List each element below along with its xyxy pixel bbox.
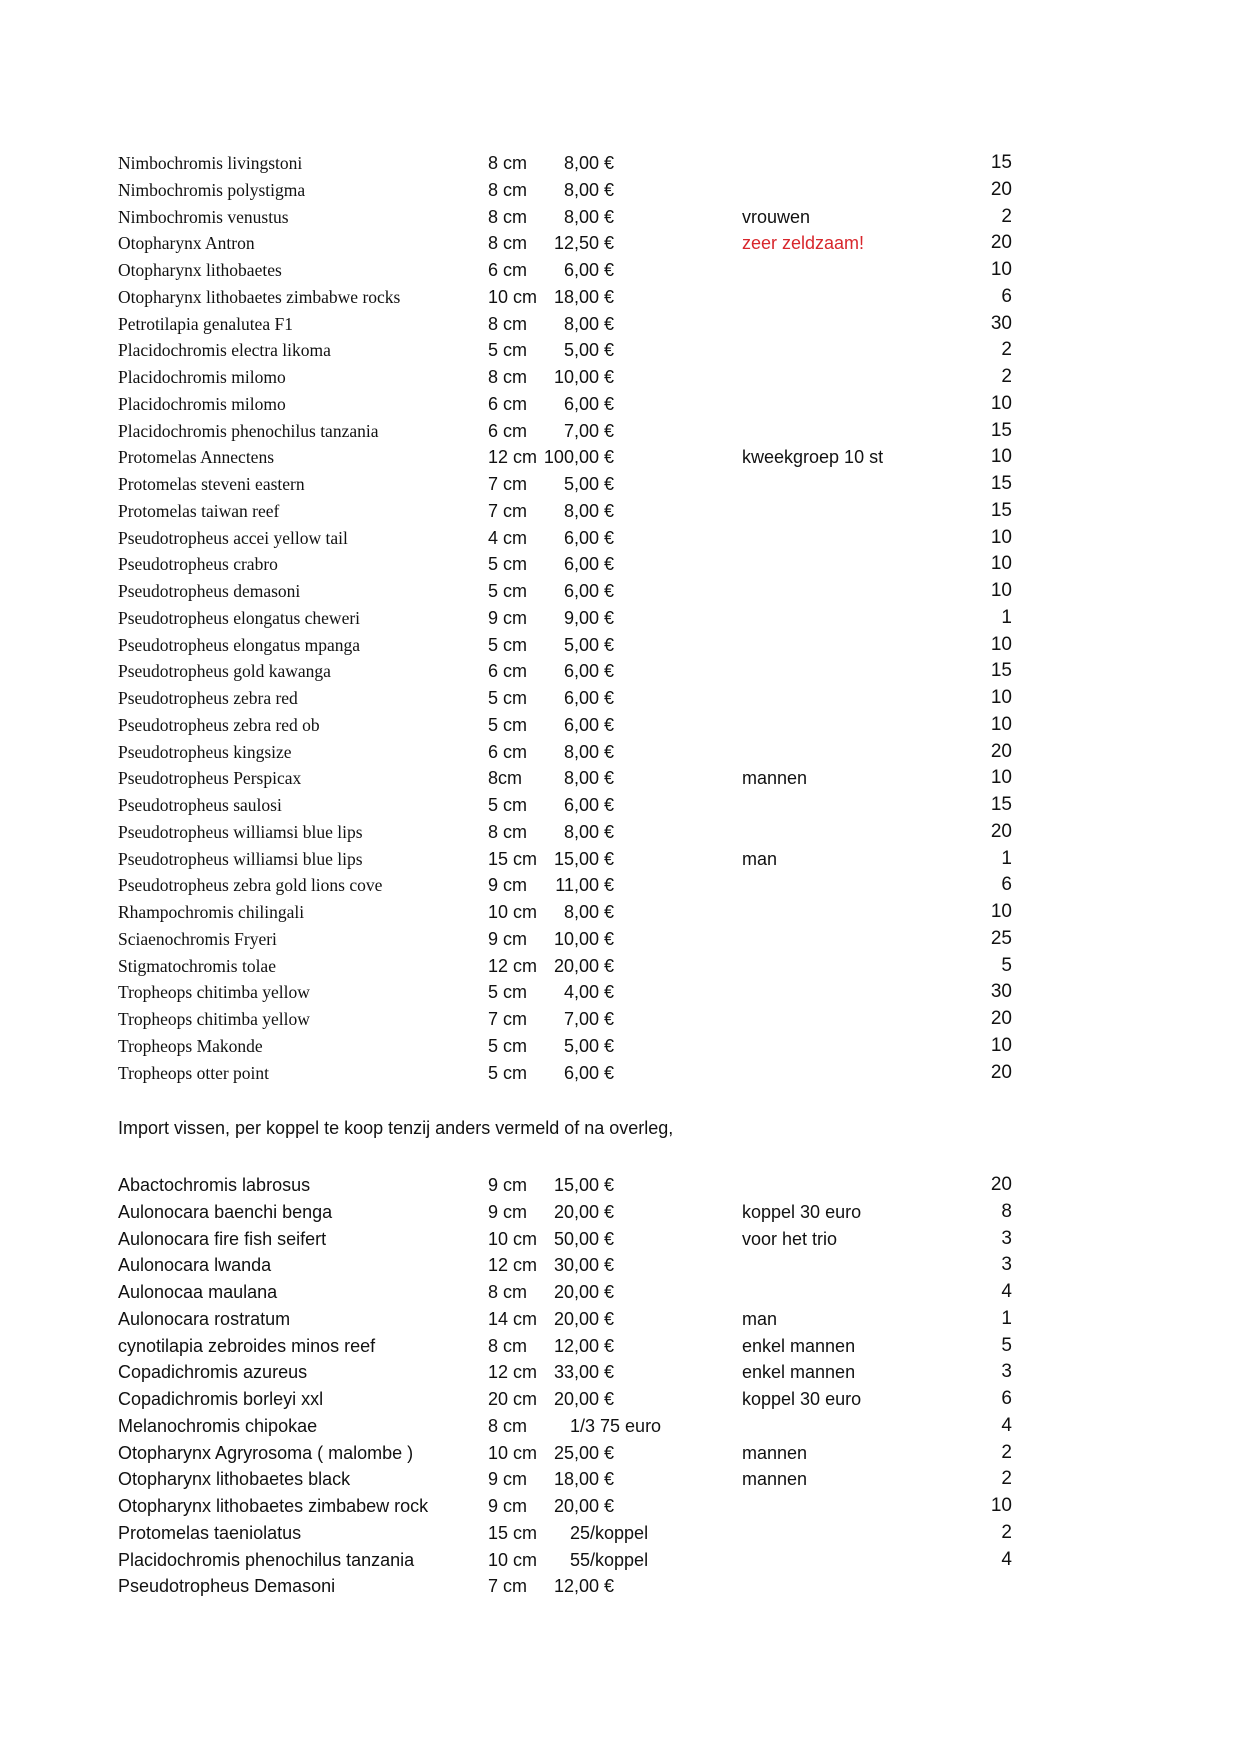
fish-size: 8 cm	[488, 367, 528, 387]
fish-size: 10 cm	[488, 902, 538, 922]
species-name: Rhampochromis chilingali	[118, 902, 305, 922]
species-name: Pseudotropheus elongatus mpanga	[118, 634, 361, 655]
fish-row	[118, 1520, 1018, 1547]
remark: koppel 30 euro	[742, 1201, 862, 1222]
remark: mannen	[742, 768, 808, 789]
fish-size: 7 cm	[488, 500, 528, 521]
species-name: Pseudotropheus crabro	[118, 554, 278, 575]
fish-size: 8 cm	[488, 1282, 528, 1302]
remark: man	[742, 848, 778, 869]
fish-size: 8 cm	[488, 821, 528, 842]
species-name: Pseudotropheus elongatus cheweri	[118, 607, 361, 628]
price: 20,00 €	[553, 1201, 614, 1222]
species-name: Otopharynx lithobaetes zimbabew rock	[118, 1496, 429, 1516]
species-name: cynotilapia zebroides minos reef	[118, 1335, 376, 1356]
price: 6,00 €	[563, 393, 614, 414]
fish-size: 9 cm	[488, 928, 528, 949]
remark: koppel 30 euro	[742, 1389, 862, 1409]
quantity: 20	[990, 740, 1012, 762]
fish-row	[118, 1252, 1018, 1279]
fish-size: 8 cm	[488, 206, 528, 227]
fish-row	[118, 1199, 1018, 1226]
fish-row	[118, 1279, 1018, 1306]
quantity: 5	[1001, 1334, 1012, 1356]
species-name: Pseudotropheus accei yellow tail	[118, 527, 348, 548]
quantity: 20	[990, 1061, 1012, 1083]
fish-size: 8 cm	[488, 313, 528, 334]
species-name: Nimbochromis venustus	[118, 206, 289, 227]
species-name: Pseudotropheus williamsi blue lips	[118, 821, 363, 842]
fish-row	[118, 1386, 1018, 1413]
quantity: 3	[1001, 1254, 1012, 1276]
fish-row	[118, 1413, 1018, 1440]
price: 6,00 €	[563, 581, 614, 601]
price: 6,00 €	[563, 795, 614, 815]
fish-row	[118, 364, 1018, 391]
price: 9,00 €	[563, 607, 614, 628]
species-name: Tropheops otter point	[118, 1062, 270, 1083]
species-name: Abactochromis labrosus	[118, 1175, 311, 1195]
price: 20,00 €	[553, 1308, 614, 1329]
price: 15,00 €	[553, 1175, 614, 1195]
fish-row	[118, 1060, 1018, 1087]
fish-row	[118, 979, 1018, 1006]
price: 12,00 €	[553, 1335, 614, 1356]
quantity: 30	[990, 981, 1012, 1003]
price: 20,00 €	[553, 1282, 614, 1302]
price: 8,00 €	[563, 500, 614, 521]
fish-row	[118, 926, 1018, 953]
species-name: Aulonocaa maulana	[118, 1282, 278, 1302]
quantity: 15	[990, 419, 1012, 441]
remark: zeer zeldzaam!	[742, 233, 865, 254]
quantity: 2	[1001, 339, 1012, 361]
fish-row	[118, 1573, 1018, 1600]
fish-row	[118, 311, 1018, 338]
species-name: Pseudotropheus zebra red	[118, 688, 298, 708]
quantity: 10	[990, 687, 1012, 708]
quantity: 10	[990, 580, 1012, 601]
fish-row	[118, 765, 1018, 792]
remark: mannen	[742, 1442, 808, 1463]
fish-size: 8 cm	[488, 1335, 528, 1356]
quantity: 20	[990, 178, 1012, 200]
quantity: 1	[1001, 847, 1012, 869]
species-name: Pseudotropheus zebra red ob	[118, 714, 320, 735]
quantity: 20	[990, 1008, 1012, 1029]
quantity: 10	[990, 446, 1012, 468]
quantity: 10	[990, 901, 1012, 922]
quantity: 25	[990, 927, 1012, 949]
quantity: 10	[990, 259, 1012, 280]
price-text: 1/3 75 euro	[570, 1415, 662, 1436]
species-name: Protomelas taeniolatus	[118, 1522, 302, 1543]
species-name: Stigmatochromis tolae	[118, 955, 276, 976]
fish-size: 6 cm	[488, 661, 528, 682]
fish-size: 7 cm	[488, 1576, 528, 1597]
fish-size: 5 cm	[488, 982, 528, 1003]
fish-row	[118, 1033, 1018, 1060]
fish-size: 6 cm	[488, 420, 528, 441]
fish-size: 9 cm	[488, 1175, 528, 1195]
fish-size: 15 cm	[488, 848, 538, 869]
fish-row	[118, 658, 1018, 685]
species-name: Otopharynx lithobaetes	[118, 260, 282, 280]
species-name: Aulonocara lwanda	[118, 1255, 272, 1276]
species-name: Pseudotropheus kingsize	[118, 741, 292, 762]
fish-size: 8 cm	[488, 233, 528, 254]
quantity: 8	[1001, 1200, 1012, 1222]
price: 6,00 €	[563, 688, 614, 708]
fish-row	[118, 792, 1018, 819]
quantity: 10	[990, 767, 1012, 789]
species-name: Placidochromis milomo	[118, 393, 286, 414]
price: 5,00 €	[563, 340, 614, 361]
species-name: Nimbochromis livingstoni	[118, 153, 303, 173]
fish-row	[118, 846, 1018, 873]
species-name: Petrotilapia genalutea F1	[118, 313, 293, 334]
fish-size: 12 cm	[488, 1255, 538, 1276]
fish-row	[118, 1466, 1018, 1493]
price: 20,00 €	[553, 1389, 614, 1409]
species-name: Otopharynx lithobaetes black	[118, 1469, 351, 1490]
fish-size: 14 cm	[488, 1308, 538, 1329]
fish-row	[118, 1172, 1018, 1199]
price: 7,00 €	[563, 1009, 614, 1029]
species-name: Protomelas steveni eastern	[118, 474, 305, 494]
fish-size: 5 cm	[488, 1035, 528, 1056]
fish-row	[118, 284, 1018, 311]
fish-row	[118, 337, 1018, 364]
fish-row	[118, 444, 1018, 471]
species-name: Pseudotropheus zebra gold lions cove	[118, 875, 383, 896]
price: 20,00 €	[553, 955, 614, 976]
import-note: Import vissen, per koppel te koop tenzij anders vermeld of na overleg,	[118, 1118, 674, 1138]
quantity: 20	[990, 232, 1012, 254]
fish-row	[118, 257, 1018, 284]
fish-size: 7 cm	[488, 474, 528, 494]
fish-size: 5 cm	[488, 581, 528, 601]
species-name: Aulonocara baenchi benga	[118, 1201, 333, 1222]
fish-list-section-1	[118, 150, 1018, 1086]
price: 5,00 €	[563, 1035, 614, 1056]
price: 20,00 €	[553, 1496, 614, 1516]
fish-size: 6 cm	[488, 741, 528, 762]
fish-row	[118, 204, 1018, 231]
price: 7,00 €	[563, 420, 614, 441]
fish-row	[118, 1493, 1018, 1520]
species-name: Placidochromis electra likoma	[118, 340, 331, 361]
quantity: 6	[1001, 874, 1012, 896]
quantity: 10	[990, 553, 1012, 575]
species-name: Pseudotropheus demasoni	[118, 581, 301, 601]
species-name: Tropheops chitimba yellow	[118, 1009, 310, 1029]
price: 8,00 €	[563, 821, 614, 842]
quantity: 2	[1001, 1441, 1012, 1463]
price: 8,00 €	[563, 313, 614, 334]
species-name: Protomelas Annectens	[118, 447, 275, 468]
quantity: 5	[1001, 954, 1012, 976]
species-name: Copadichromis borleyi xxl	[118, 1389, 324, 1409]
fish-size: 9 cm	[488, 607, 528, 628]
quantity: 10	[990, 1495, 1012, 1516]
price: 8,00 €	[563, 179, 614, 200]
fish-size: 6 cm	[488, 393, 528, 414]
fish-size: 12 cm	[488, 1362, 538, 1383]
fish-size: 10 cm	[488, 1549, 538, 1570]
quantity: 15	[990, 660, 1012, 682]
price: 11,00 €	[555, 875, 614, 896]
fish-row	[118, 739, 1018, 766]
fish-row	[118, 819, 1018, 846]
species-name: Otopharynx lithobaetes zimbabwe rocks	[118, 286, 401, 307]
quantity: 1	[1001, 606, 1012, 628]
species-name: Pseudotropheus Perspicax	[118, 768, 302, 789]
fish-size: 5 cm	[488, 714, 528, 735]
price: 25,00 €	[553, 1442, 614, 1463]
species-name: Protomelas taiwan reef	[118, 500, 280, 521]
quantity: 15	[990, 473, 1012, 494]
fish-size: 20 cm	[488, 1389, 538, 1409]
remark: man	[742, 1308, 778, 1329]
quantity: 4	[1001, 1548, 1012, 1570]
quantity: 10	[990, 713, 1012, 735]
fish-size: 8 cm	[488, 1415, 528, 1436]
quantity: 15	[990, 152, 1012, 173]
fish-size: 5 cm	[488, 795, 528, 815]
fish-size: 6 cm	[488, 260, 528, 280]
fish-size: 5 cm	[488, 688, 528, 708]
price: 10,00 €	[553, 928, 614, 949]
species-name: Placidochromis phenochilus tanzania	[118, 420, 379, 441]
fish-size: 9 cm	[488, 1469, 528, 1490]
fish-row	[118, 498, 1018, 525]
price: 8,00 €	[563, 741, 614, 762]
fish-row	[118, 1440, 1018, 1467]
fish-size: 5 cm	[488, 340, 528, 361]
fish-list-section-2	[118, 1172, 1018, 1600]
price: 6,00 €	[563, 714, 614, 735]
fish-size: 15 cm	[488, 1522, 538, 1543]
fish-row	[118, 551, 1018, 578]
fish-size: 8 cm	[488, 153, 528, 173]
quantity: 2	[1001, 205, 1012, 227]
quantity: 10	[990, 1034, 1012, 1056]
quantity: 3	[1001, 1227, 1012, 1249]
fish-size: 7 cm	[488, 1009, 528, 1029]
fish-size: 5 cm	[488, 1062, 528, 1083]
price: 18,00 €	[553, 286, 614, 307]
fish-row	[118, 471, 1018, 498]
fish-row	[118, 953, 1018, 980]
species-name: Aulonocara rostratum	[118, 1308, 291, 1329]
fish-row	[118, 578, 1018, 605]
fish-size: 8 cm	[488, 179, 528, 200]
quantity: 20	[990, 820, 1012, 842]
price: 18,00 €	[553, 1469, 614, 1490]
quantity: 3	[1001, 1361, 1012, 1383]
remark: enkel mannen	[742, 1335, 856, 1356]
fish-size: 12 cm	[488, 955, 538, 976]
remark: voor het trio	[742, 1228, 838, 1249]
price: 100,00 €	[543, 447, 614, 468]
quantity: 6	[1001, 285, 1012, 307]
fish-row	[118, 632, 1018, 659]
price: 6,00 €	[563, 661, 614, 682]
quantity: 10	[990, 633, 1012, 655]
fish-row	[118, 1306, 1018, 1333]
remark: mannen	[742, 1469, 808, 1490]
fish-row	[118, 872, 1018, 899]
species-name: Pseudotropheus williamsi blue lips	[118, 848, 363, 869]
price: 5,00 €	[563, 634, 614, 655]
price: 4,00 €	[563, 982, 614, 1003]
species-name: Tropheops chitimba yellow	[118, 982, 310, 1003]
quantity: 15	[990, 499, 1012, 521]
fish-size: 8cm	[488, 768, 523, 789]
price-text: 25/koppel	[570, 1522, 649, 1543]
price: 30,00 €	[553, 1255, 614, 1276]
fish-row	[118, 177, 1018, 204]
species-name: Placidochromis milomo	[118, 367, 286, 387]
species-name: Sciaenochromis Fryeri	[118, 928, 277, 949]
price: 6,00 €	[563, 527, 614, 548]
fish-row	[118, 685, 1018, 712]
price: 5,00 €	[563, 474, 614, 494]
fish-row	[118, 1359, 1018, 1386]
quantity: 4	[1001, 1281, 1012, 1302]
price: 8,00 €	[563, 206, 614, 227]
quantity: 20	[990, 1174, 1012, 1195]
fish-row	[118, 1333, 1018, 1360]
fish-row	[118, 391, 1018, 418]
price: 6,00 €	[563, 1062, 614, 1083]
fish-size: 4 cm	[488, 527, 528, 548]
price: 12,00 €	[553, 1576, 614, 1597]
price: 6,00 €	[563, 554, 614, 575]
fish-size: 10 cm	[488, 286, 538, 307]
remark: kweekgroep 10 st	[742, 447, 884, 468]
fish-row	[118, 605, 1018, 632]
price: 8,00 €	[563, 153, 614, 173]
fish-row	[118, 899, 1018, 926]
quantity: 2	[1001, 366, 1012, 387]
species-name: Pseudotropheus saulosi	[118, 795, 282, 815]
fish-row	[118, 418, 1018, 445]
fish-row	[118, 1547, 1018, 1574]
quantity: 6	[1001, 1388, 1012, 1409]
remark: enkel mannen	[742, 1362, 856, 1383]
price: 50,00 €	[553, 1228, 614, 1249]
fish-size: 5 cm	[488, 554, 528, 575]
fish-size: 10 cm	[488, 1228, 538, 1249]
species-name: Melanochromis chipokae	[118, 1415, 318, 1436]
species-name: Placidochromis phenochilus tanzania	[118, 1549, 415, 1570]
price: 8,00 €	[563, 768, 614, 789]
fish-row	[118, 150, 1018, 177]
fish-size: 5 cm	[488, 634, 528, 655]
price: 10,00 €	[553, 367, 614, 387]
quantity: 1	[1001, 1307, 1012, 1329]
fish-row	[118, 1226, 1018, 1253]
species-name: Tropheops Makonde	[118, 1035, 263, 1056]
species-name: Otopharynx Antron	[118, 233, 255, 254]
remark: vrouwen	[742, 206, 811, 227]
fish-size: 9 cm	[488, 875, 528, 896]
quantity: 4	[1001, 1414, 1012, 1436]
fish-row	[118, 525, 1018, 552]
price: 6,00 €	[563, 260, 614, 280]
price-text: 55/koppel	[570, 1549, 649, 1570]
species-name: Otopharynx Agryrosoma ( malombe )	[118, 1442, 414, 1463]
fish-row	[118, 230, 1018, 257]
price: 15,00 €	[553, 848, 614, 869]
fish-size: 10 cm	[488, 1442, 538, 1463]
quantity: 2	[1001, 1521, 1012, 1543]
fish-size: 12 cm	[488, 447, 538, 468]
species-name: Aulonocara fire fish seifert	[118, 1228, 327, 1249]
species-name: Nimbochromis polystigma	[118, 179, 306, 200]
quantity: 15	[990, 794, 1012, 815]
fish-size: 9 cm	[488, 1496, 528, 1516]
fish-size: 9 cm	[488, 1201, 528, 1222]
price: 8,00 €	[563, 902, 614, 922]
quantity: 30	[990, 312, 1012, 334]
quantity: 2	[1001, 1468, 1012, 1490]
species-name: Pseudotropheus Demasoni	[118, 1576, 336, 1597]
price: 33,00 €	[553, 1362, 614, 1383]
fish-row	[118, 712, 1018, 739]
quantity: 10	[990, 526, 1012, 548]
species-name: Pseudotropheus gold kawanga	[118, 661, 331, 682]
price: 12,50 €	[553, 233, 614, 254]
species-name: Copadichromis azureus	[118, 1362, 308, 1383]
fish-row	[118, 1006, 1018, 1033]
quantity: 10	[990, 392, 1012, 414]
